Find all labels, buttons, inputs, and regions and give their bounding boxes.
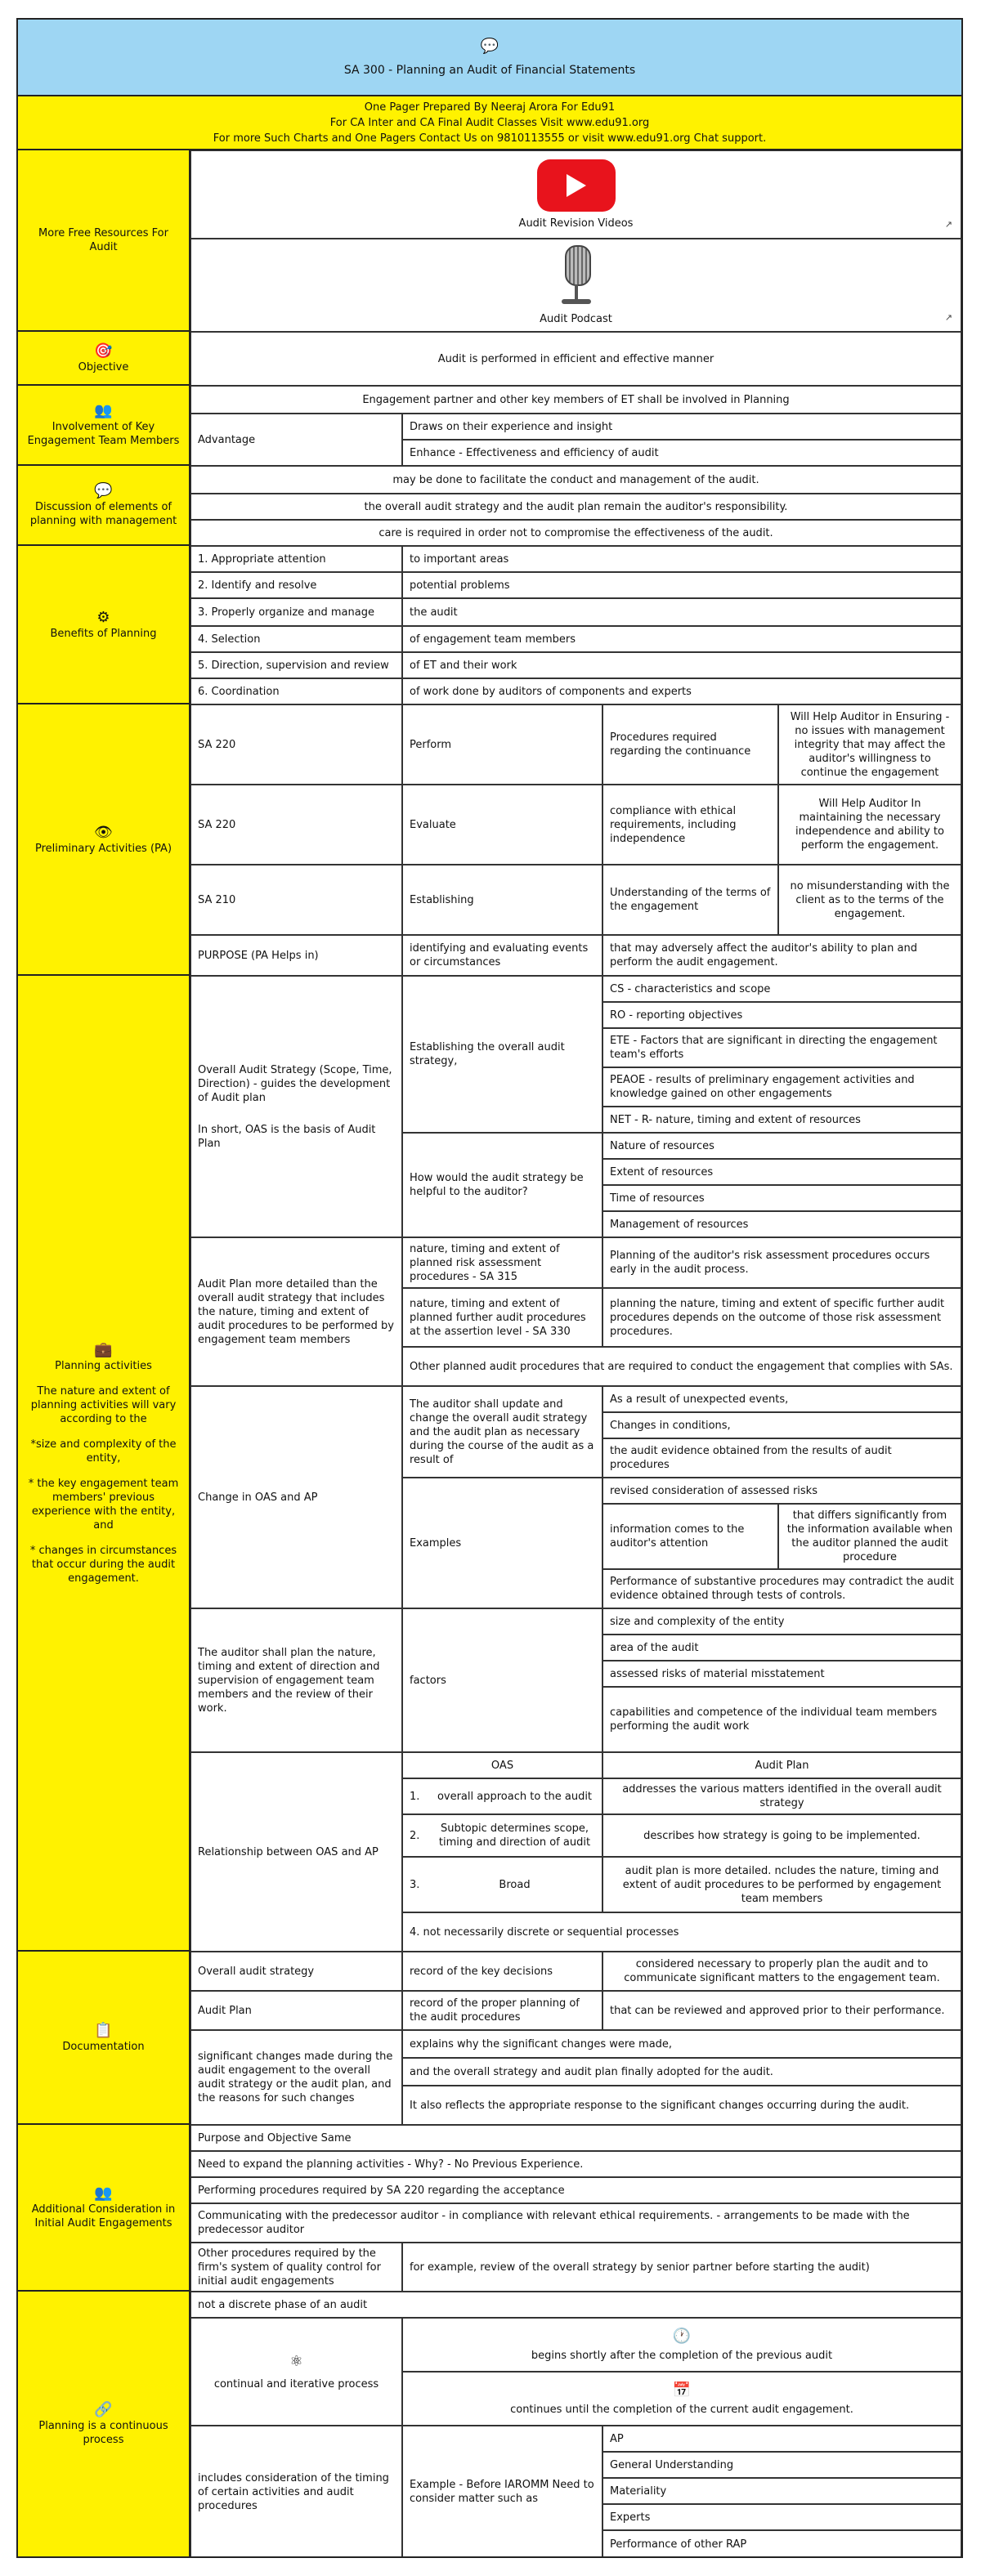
banner-line-1: One Pager Prepared By Neeraj Arora For Edu91 xyxy=(364,101,616,114)
section-header-documentation xyxy=(18,1952,190,2125)
example-info: information comes to the auditor's attention xyxy=(602,1504,778,1569)
preliminary-heading: Preliminary Activities (PA) xyxy=(34,842,172,855)
rel-row-plan: describes how strategy is going to be implemented. xyxy=(602,1814,961,1857)
rel-row-oas xyxy=(402,1814,602,1857)
section-header-resources xyxy=(18,150,190,332)
plan-row-right: Planning of the auditor's risk assessment procedures occurs early in the audit process. xyxy=(602,1237,961,1288)
section-header-initial xyxy=(18,2125,190,2292)
example-item: Performance of substantive procedures may contradict the audit evidence obtained through tests of controls. xyxy=(602,1569,961,1608)
begins-text: begins shortly after the completion of the previous audit xyxy=(531,2349,833,2362)
consider-item: General Understanding xyxy=(602,2452,961,2478)
plan-other: Other planned audit procedures that are required to conduct the engagement that complies with SAs. xyxy=(402,1347,961,1386)
title-band xyxy=(18,20,961,96)
benefit-right: of work done by auditors of components and experts xyxy=(402,678,961,704)
begins-cell xyxy=(402,2318,961,2372)
gear-icon: ⚙ xyxy=(96,608,110,626)
doc-left: Audit Plan xyxy=(190,1991,402,2030)
discussion-heading: Discussion of elements of planning with management xyxy=(29,501,177,527)
doc-mid: record of the key decisions xyxy=(402,1952,602,1991)
pa-sa: SA 220 xyxy=(190,704,402,785)
initial-row: Purpose and Objective Same xyxy=(190,2125,961,2151)
pa-sa: SA 220 xyxy=(190,785,402,865)
helpful-item: Management of resources xyxy=(602,1211,961,1237)
initial-row: Need to expand the planning activities - Why? - No Previous Experience. xyxy=(190,2151,961,2177)
chat-icon: 💬 xyxy=(94,482,113,499)
pa-help: Will Help Auditor in Ensuring - no issues with management integrity that may affect the auditor's willingness to continue the engagement xyxy=(778,704,961,785)
establishing-label: Establishing the overall audit strategy, xyxy=(402,976,602,1133)
establish-item: PEAOE - results of preliminary engagement activities and knowledge gained on other engagements xyxy=(602,1067,961,1107)
initial-row: Communicating with the predecessor auditor - in compliance with relevant ethical requirements. - arrangements to be made with the predecessor auditor xyxy=(190,2203,961,2243)
audit-revision-videos-link[interactable] xyxy=(190,150,961,239)
example-item: revised consideration of assessed risks xyxy=(602,1478,961,1504)
helpful-item: Extent of resources xyxy=(602,1159,961,1185)
planning-heading: Planning activities xyxy=(55,1359,152,1372)
continuous-heading: Planning is a continuous process xyxy=(38,2420,168,2446)
factor-item: capabilities and competence of the individual team members performing the audit work xyxy=(602,1687,961,1752)
benefits-heading: Benefits of Planning xyxy=(50,627,157,640)
example-info-detail: that differs significantly from the information available when the auditor planned the audit procedure xyxy=(778,1504,961,1569)
change-label: Change in OAS and AP xyxy=(190,1386,402,1608)
benefit-right: of engagement team members xyxy=(402,626,961,652)
relationship-label: Relationship between OAS and AP xyxy=(190,1752,402,1952)
initial-heading: Additional Consideration in Initial Audit Engagements xyxy=(31,2203,176,2229)
external-link-icon[interactable]: ↗ xyxy=(944,219,952,230)
factors-label: factors xyxy=(402,1608,602,1752)
benefit-left: 5. Direction, supervision and review xyxy=(190,652,402,678)
consider-item: Materiality xyxy=(602,2478,961,2504)
involvement-heading: Involvement of Key Engagement Team Members xyxy=(27,421,180,447)
benefit-right: of ET and their work xyxy=(402,652,961,678)
section-header-objective xyxy=(18,332,190,386)
podcast-label: Audit Podcast xyxy=(540,312,612,325)
consider-item: Experts xyxy=(602,2504,961,2530)
section-header-discussion xyxy=(18,466,190,546)
pa-action: Evaluate xyxy=(402,785,602,865)
update-item: Changes in conditions, xyxy=(602,1412,961,1438)
benefit-left: 6. Coordination xyxy=(190,678,402,704)
rel-row-oas xyxy=(402,1778,602,1814)
discussion-row-2: the overall audit strategy and the audit plan remain the auditor's responsibility. xyxy=(190,494,961,520)
advantage-1: Draws on their experience and insight xyxy=(402,414,961,440)
rel-head-oas: OAS xyxy=(402,1752,602,1778)
objective-text: Audit is performed in efficient and effective manner xyxy=(190,332,961,386)
rel-row-plan: audit plan is more detailed. ncludes the nature, timing and extent of audit procedures to be performed by engagement team members xyxy=(602,1857,961,1912)
doc-right: considered necessary to properly plan the audit and to communicate significant matters to the engagement team. xyxy=(602,1952,961,1991)
pa-procedure: compliance with ethical requirements, including independence xyxy=(602,785,778,865)
pa-purpose-mid: identifying and evaluating events or circumstances xyxy=(402,935,602,976)
microphone-icon xyxy=(555,245,598,309)
continues-cell xyxy=(402,2372,961,2426)
doc-sig-label: significant changes made during the audit engagement to the overall audit strategy or the audit plan, and the reasons for such changes xyxy=(190,2030,402,2125)
factor-item: assessed risks of material misstatement xyxy=(602,1661,961,1687)
involvement-row: Engagement partner and other key members of ET shall be involved in Planning xyxy=(190,386,961,414)
update-item: As a result of unexpected events, xyxy=(602,1386,961,1412)
documentation-heading: Documentation xyxy=(62,2040,145,2053)
timing-label: includes consideration of the timing of certain activities and audit procedures xyxy=(190,2426,402,2558)
section-header-preliminary xyxy=(18,704,190,976)
rel-row-4: 4. not necessarily discrete or sequential processes xyxy=(402,1912,961,1952)
update-text: The auditor shall update and change the overall audit strategy and the audit plan as necessary during the course of the audit as a result of xyxy=(402,1386,602,1478)
rel-oas-text: Subtopic determines scope, timing and direction of audit xyxy=(438,1822,591,1849)
clipboard-icon: 📋 xyxy=(94,2021,113,2039)
doc-sig-item: and the overall strategy and audit plan finally adopted for the audit. xyxy=(402,2058,961,2086)
example-label: Example - Before IAROMM Need to consider matter such as xyxy=(402,2426,602,2558)
oas-short-text: In short, OAS is the basis of Audit Plan xyxy=(198,1123,376,1150)
helpful-label: How would the audit strategy be helpful to the auditor? xyxy=(402,1133,602,1237)
resources-heading: More Free Resources For Audit xyxy=(38,227,168,253)
benefit-right: to important areas xyxy=(402,546,961,572)
doc-sig-item: explains why the significant changes were made, xyxy=(402,2030,961,2058)
doc-mid: record of the proper planning of the audit procedures xyxy=(402,1991,602,2030)
establish-item: CS - characteristics and scope xyxy=(602,976,961,1002)
consider-item: AP xyxy=(602,2426,961,2452)
pa-help: no misunderstanding with the client as to the terms of the engagement. xyxy=(778,865,961,935)
section-header-benefits xyxy=(18,546,190,704)
helpful-item: Time of resources xyxy=(602,1185,961,1211)
promo-banner xyxy=(18,96,961,150)
establish-item: ETE - Factors that are significant in directing the engagement team's efforts xyxy=(602,1028,961,1067)
doc-left: Overall audit strategy xyxy=(190,1952,402,1991)
section-header-involvement xyxy=(18,386,190,466)
discussion-row-1: may be done to facilitate the conduct and management of the audit. xyxy=(190,466,961,494)
objective-heading: Objective xyxy=(78,360,129,373)
helpful-item: Nature of resources xyxy=(602,1133,961,1159)
rel-row-oas xyxy=(402,1857,602,1912)
initial-other-text: for example, review of the overall strategy by senior partner before starting the audit) xyxy=(402,2243,961,2292)
pa-sa: SA 210 xyxy=(190,865,402,935)
pa-help: Will Help Auditor In maintaining the necessary independence and ability to perform the engagement. xyxy=(778,785,961,865)
iterative-label: continual and iterative process xyxy=(213,2377,379,2390)
audit-podcast-link[interactable] xyxy=(190,239,961,332)
planning-note-3: * the key engagement team members' previous experience with the entity, and xyxy=(28,1477,179,1532)
factor-item: area of the audit xyxy=(602,1635,961,1661)
plan-row-left: nature, timing and extent of planned risk assessment procedures - SA 315 xyxy=(402,1237,602,1288)
advantage-2: Enhance - Effectiveness and efficiency of audit xyxy=(402,440,961,466)
briefcase-icon: 💼 xyxy=(94,1340,113,1358)
rel-oas-text: Broad xyxy=(499,1878,531,1891)
speech-bubbles-icon: 💬 xyxy=(480,38,499,55)
rel-head-plan: Audit Plan xyxy=(602,1752,961,1778)
team-icon: 👥 xyxy=(94,402,113,419)
benefit-left: 2. Identify and resolve xyxy=(190,572,402,598)
direction-text: The auditor shall plan the nature, timing and extent of direction and supervision of engagement team members and the review of their work. xyxy=(190,1608,402,1752)
page-title: SA 300 - Planning an Audit of Financial Statements xyxy=(343,64,636,77)
pa-procedure: Understanding of the terms of the engagement xyxy=(602,865,778,935)
plan-row-right: planning the nature, timing and extent of specific further audit procedures depends on the outcome of those risk assessment procedures. xyxy=(602,1288,961,1347)
advantage-label: Advantage xyxy=(190,414,402,466)
rel-oas-text: overall approach to the audit xyxy=(437,1790,593,1803)
pa-procedure: Procedures required regarding the continuance xyxy=(602,704,778,785)
planning-note-2: *size and complexity of the entity, xyxy=(30,1438,177,1465)
banner-line-3: For more Such Charts and One Pagers Contact Us on 9810113555 or visit www.edu91.org Chat support. xyxy=(213,132,767,145)
planning-note-1: The nature and extent of planning activities will vary according to the xyxy=(30,1384,177,1425)
pa-purpose-right: that may adversely affect the auditor's ability to plan and perform the audit engagement. xyxy=(602,935,961,976)
factor-item: size and complexity of the entity xyxy=(602,1608,961,1635)
benefit-left: 1. Appropriate attention xyxy=(190,546,402,572)
link-icon: 🔗 xyxy=(94,2401,113,2418)
clock-icon: 🕐 xyxy=(672,2327,692,2345)
consider-item: Performance of other RAP xyxy=(602,2530,961,2558)
atom-icon: ⚛ xyxy=(289,2352,303,2370)
external-link-icon[interactable]: ↗ xyxy=(944,312,952,323)
audit-plan-definition: Audit Plan more detailed than the overall audit strategy that includes the nature, timing and extent of audit procedures to be performed by engagement team members xyxy=(190,1237,402,1386)
continuous-row: not a discrete phase of an audit xyxy=(190,2292,961,2318)
initial-row: Performing procedures required by SA 220 regarding the acceptance xyxy=(190,2177,961,2203)
establish-item: RO - reporting objectives xyxy=(602,1002,961,1028)
plan-row-left: nature, timing and extent of planned further audit procedures at the assertion level - SA 330 xyxy=(402,1288,602,1347)
iterative-cell xyxy=(190,2318,402,2426)
benefit-right: potential problems xyxy=(402,572,961,598)
benefit-left: 4. Selection xyxy=(190,626,402,652)
oas-def-text: Overall Audit Strategy (Scope, Time, Direction) - guides the development of Audit plan xyxy=(198,1063,392,1104)
one-pager xyxy=(16,18,963,2558)
section-header-continuous xyxy=(18,2292,190,2558)
eye-icon: 👁 xyxy=(94,823,113,841)
pa-action: Perform xyxy=(402,704,602,785)
establish-item: NET - R- nature, timing and extent of resources xyxy=(602,1107,961,1133)
doc-right: that can be reviewed and approved prior to their performance. xyxy=(602,1991,961,2030)
continues-text: continues until the completion of the current audit engagement. xyxy=(510,2403,853,2416)
doc-sig-item: It also reflects the appropriate response to the significant changes occurring during the audit. xyxy=(402,2086,961,2125)
planning-note-4: * changes in circumstances that occur during the audit engagement. xyxy=(29,1544,177,1585)
people-icon: 👥 xyxy=(94,2185,113,2202)
rel-row-plan: addresses the various matters identified in the overall audit strategy xyxy=(602,1778,961,1814)
rel-num: 2. xyxy=(410,1829,420,1842)
oas-definition xyxy=(190,976,402,1237)
benefit-right: the audit xyxy=(402,598,961,626)
pa-purpose-label: PURPOSE (PA Helps in) xyxy=(190,935,402,976)
rel-num: 1. xyxy=(410,1790,420,1803)
video-label: Audit Revision Videos xyxy=(518,217,634,230)
initial-other-label: Other procedures required by the firm's system of quality control for initial audit engagements xyxy=(190,2243,402,2292)
banner-line-2: For CA Inter and CA Final Audit Classes Visit www.edu91.org xyxy=(329,116,650,129)
target-icon: 🎯 xyxy=(94,342,113,360)
calendar-icon: 📅 xyxy=(672,2381,692,2399)
examples-label: Examples xyxy=(402,1478,602,1608)
discussion-row-3: care is required in order not to compromise the effectiveness of the audit. xyxy=(190,520,961,546)
section-header-planning xyxy=(18,976,190,1952)
rel-num: 3. xyxy=(410,1878,420,1891)
benefit-left: 3. Properly organize and manage xyxy=(190,598,402,626)
pa-action: Establishing xyxy=(402,865,602,935)
update-item: the audit evidence obtained from the results of audit procedures xyxy=(602,1438,961,1478)
youtube-play-icon xyxy=(537,159,616,212)
